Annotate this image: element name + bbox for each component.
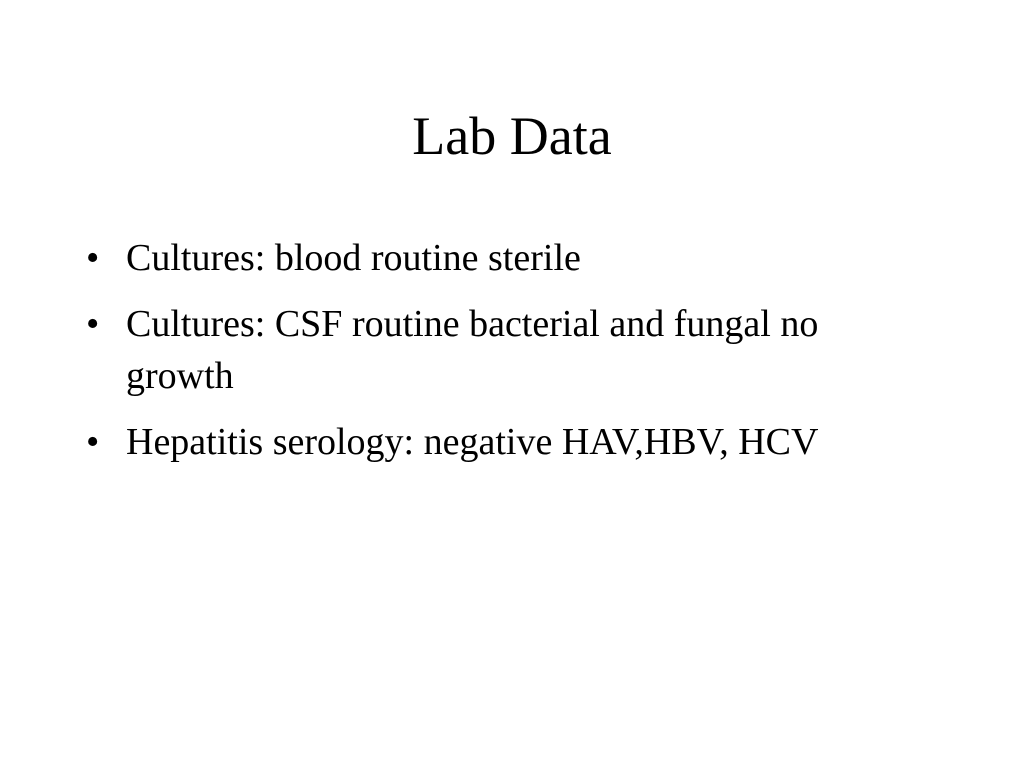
bullet-item bbox=[86, 416, 926, 468]
bullet-text: Cultures: CSF routine bacterial and fungal no growth bbox=[126, 303, 819, 397]
bullet-item bbox=[86, 232, 926, 284]
bullet-icon: • bbox=[86, 421, 100, 463]
bullet-text: Cultures: blood routine sterile bbox=[126, 237, 581, 279]
slide-title: Lab Data bbox=[412, 106, 612, 166]
bullet-list bbox=[86, 232, 926, 482]
bullet-icon: • bbox=[86, 303, 100, 345]
bullet-text: Hepatitis serology: negative HAV,HBV, HCV bbox=[126, 421, 819, 463]
bullet-item bbox=[86, 298, 926, 402]
bullet-icon: • bbox=[86, 237, 100, 279]
